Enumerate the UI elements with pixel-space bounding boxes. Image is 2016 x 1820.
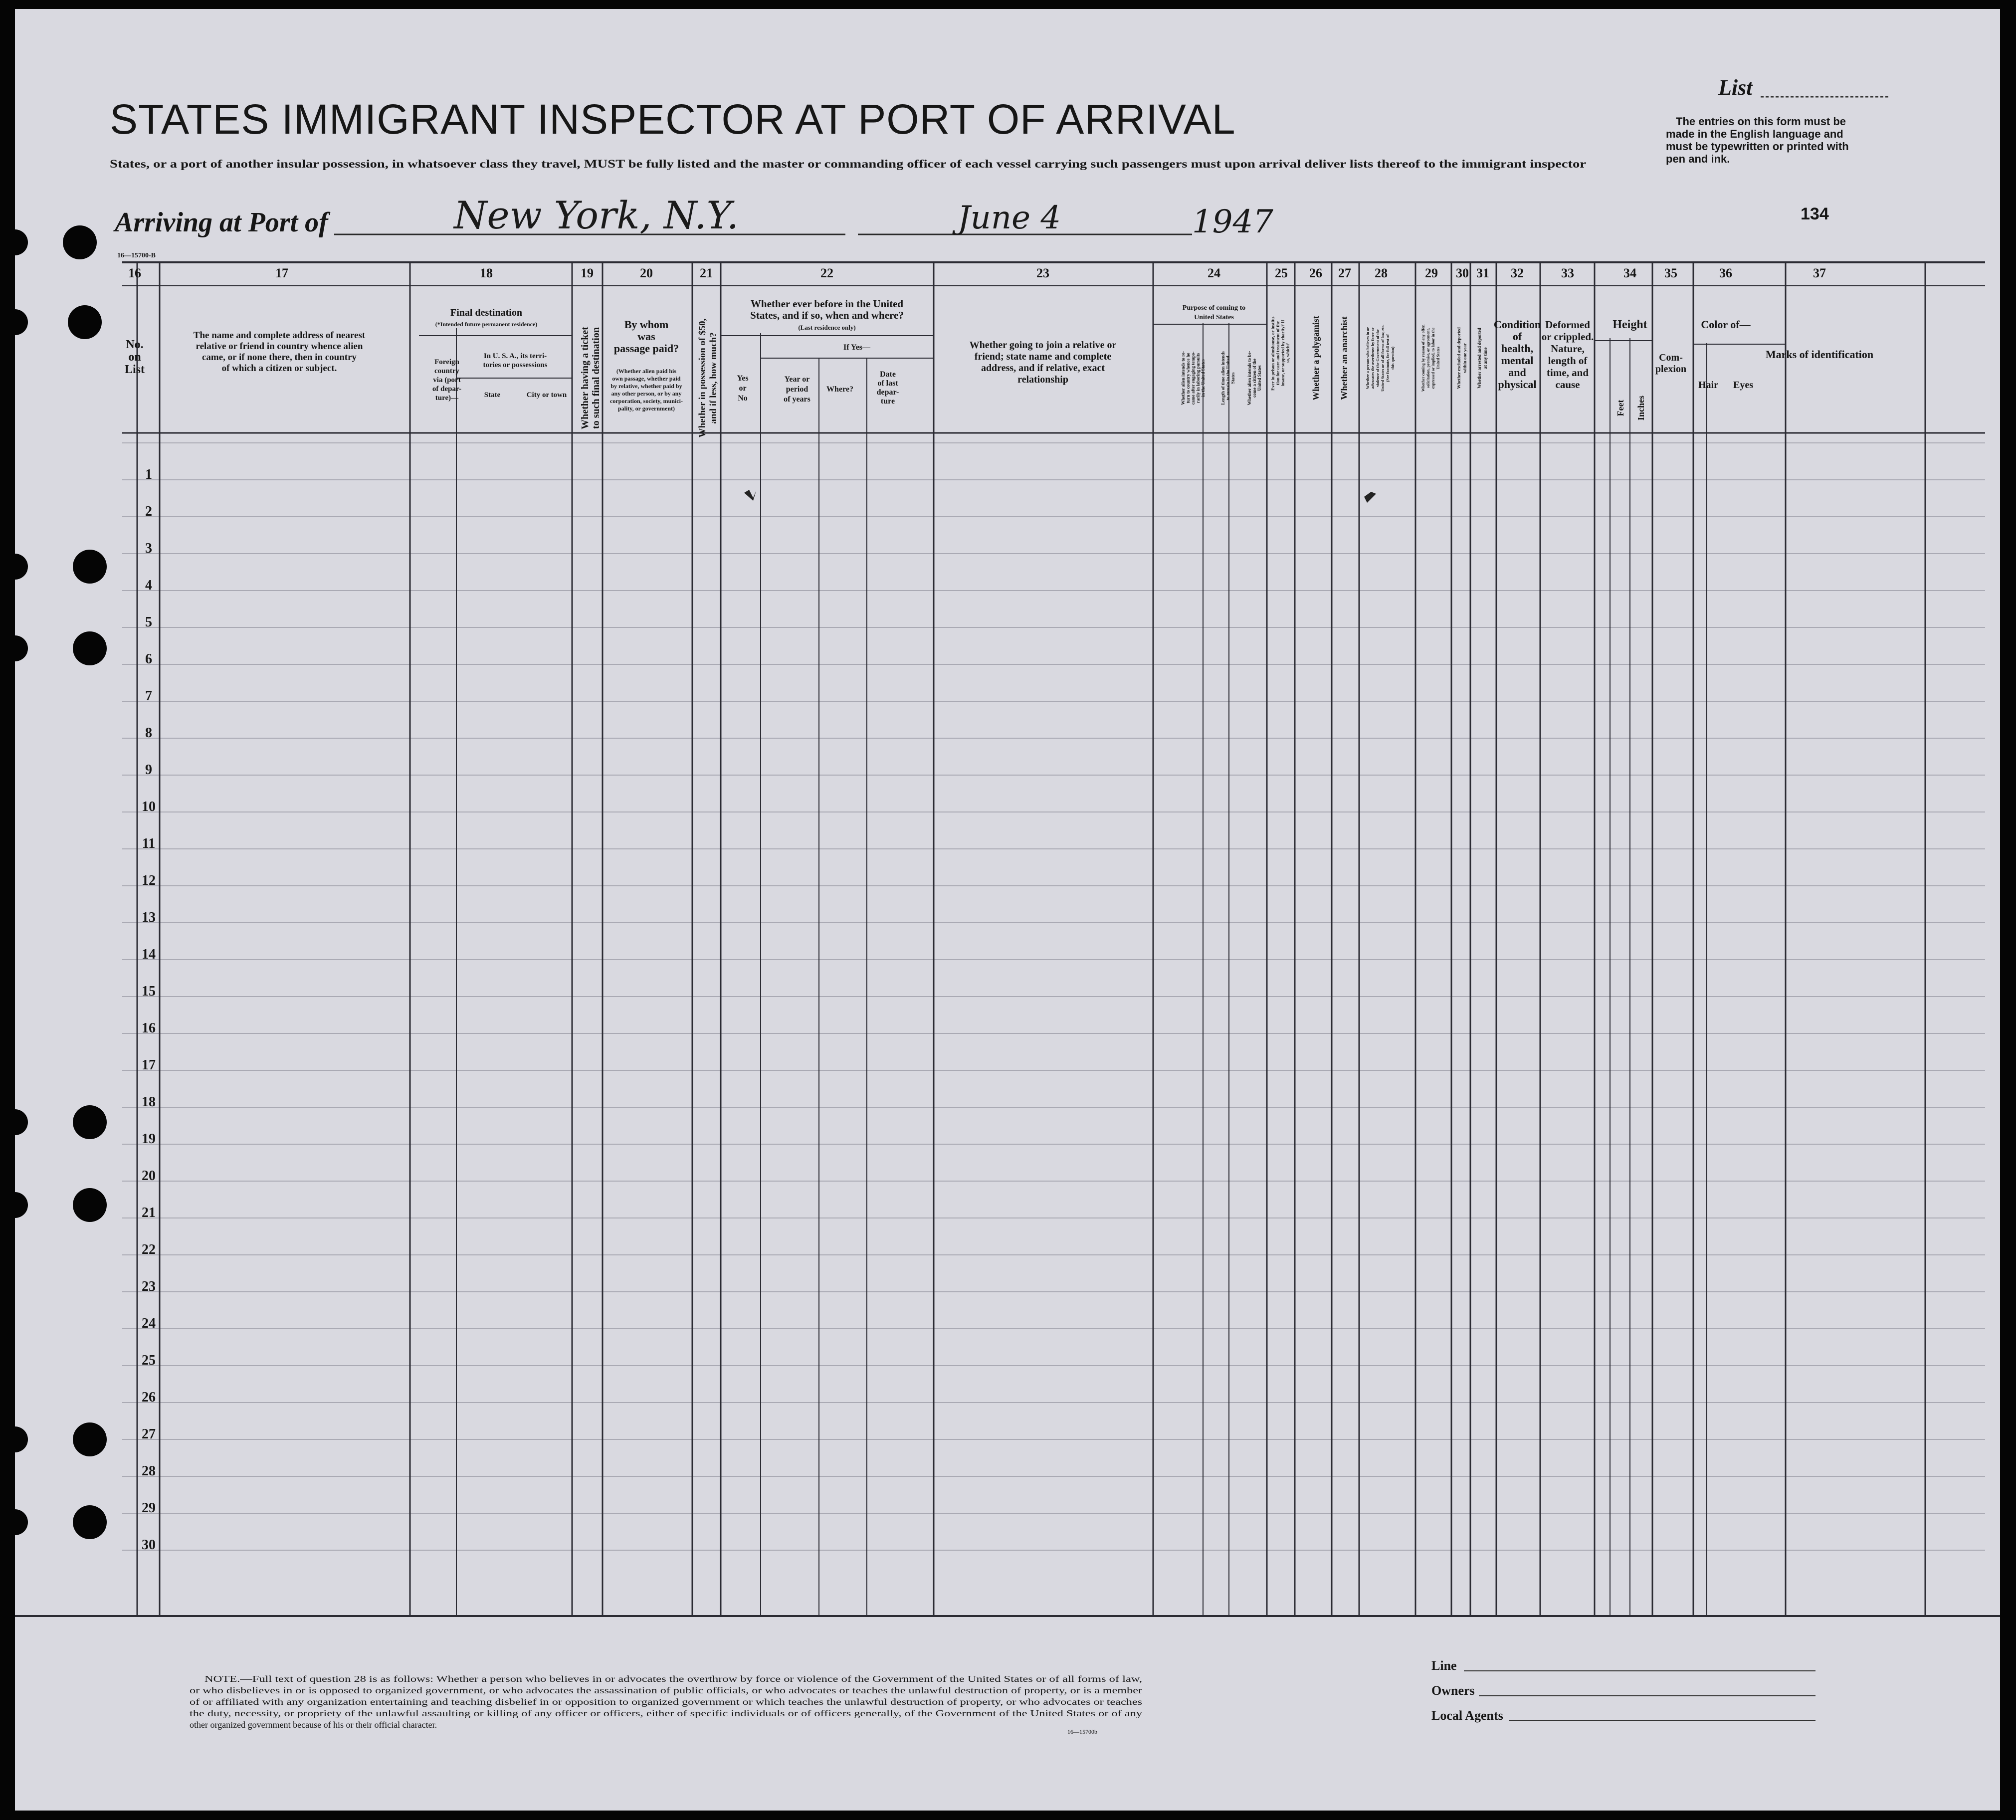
header-text: this question): [1391, 346, 1395, 370]
row-number: 5: [145, 614, 152, 630]
header-text: Nature,: [1551, 343, 1585, 355]
year-value: 1947: [1192, 203, 1273, 240]
date-value: June 4: [958, 200, 1061, 236]
subheader-text: Eyes: [1733, 380, 1753, 391]
line-label: Line: [1431, 1658, 1457, 1673]
column-number: 31: [1476, 266, 1489, 280]
punch-hole: [15, 309, 28, 335]
form-sheet: [15, 9, 2000, 1811]
subheader-text: to remain in the United: [1225, 356, 1230, 401]
header-text: United States or of all forms of law, etc.: [1381, 324, 1385, 392]
punch-hole: [73, 1105, 107, 1139]
header-text: passage paid?: [613, 342, 679, 355]
header-text: physical: [1498, 378, 1537, 391]
header-text: mental: [1501, 354, 1534, 367]
punch-hole: [15, 1192, 28, 1218]
footnote-line: the duty, necessity, or propriety of the unlawful assaulting or killing of any officer or officers, either of specific individuals or of officers generally, of the Government of the United States or of any: [190, 1708, 1142, 1718]
column-number: 34: [1623, 266, 1636, 280]
footnote-line: NOTE.—Full text of question 28 is as follows: Whether a person who believes in or advocates the overthrow by force or violence of the Government of the United States or of all forms of law,: [204, 1674, 1142, 1684]
footnote-line: of or affiliated with any organization entertaining and teaching disbelief in or opposition to organized government or which teaches the unlawful destruction of property, or who advocates or teaches: [190, 1697, 1142, 1707]
ruled-lines: [15, 262, 2000, 1616]
row-number: 26: [142, 1390, 156, 1405]
punch-hole: [73, 1188, 107, 1222]
subheader-text: of depar-: [432, 385, 462, 393]
row-number: 23: [142, 1279, 156, 1294]
punch-hole: [15, 229, 28, 255]
column-number: 27: [1338, 266, 1351, 280]
header-text: so, which?: [1285, 343, 1290, 364]
subheader-text: in the United States: [1201, 359, 1206, 397]
row-number: 29: [142, 1500, 156, 1516]
header-text: States, and if so, when and where?: [750, 309, 904, 321]
column-number: 18: [480, 266, 493, 280]
header-passage-paid: [610, 318, 683, 412]
row-number: 13: [142, 910, 156, 925]
subheader-text: tories or possessions: [483, 361, 548, 369]
subheader-text: Hair: [1698, 380, 1718, 391]
header-text: address, and if relative, exact: [981, 363, 1105, 374]
header-text: Marks of identification: [1765, 348, 1874, 361]
row-number: 25: [142, 1353, 156, 1368]
header-text: length of: [1548, 355, 1588, 367]
subheader-text: City or town: [526, 391, 567, 399]
subheader-text: depar-: [876, 388, 899, 397]
header-labor-offer: [1421, 325, 1440, 392]
column-number: 19: [581, 266, 594, 280]
footnote-form-code: 16—15700b: [1067, 1728, 1097, 1735]
header-text: within one year: [1462, 343, 1467, 373]
subheader-text: Yes: [737, 374, 749, 383]
row-number: 12: [142, 873, 156, 888]
header-text: (See footnote, for full text of: [1386, 334, 1390, 382]
column-number: 33: [1561, 266, 1574, 280]
column-number: 36: [1719, 266, 1732, 280]
row-number: 3: [145, 541, 152, 556]
punch-hole: [15, 635, 28, 661]
form-number: 16—15700-B: [117, 252, 156, 259]
row-number: 27: [142, 1426, 156, 1442]
header-text: Whether excluded and deported: [1456, 327, 1461, 389]
punch-hole: [15, 1109, 28, 1135]
header-ticket: [580, 327, 602, 429]
header-text: No.: [126, 338, 144, 351]
column-number: 25: [1275, 266, 1288, 280]
header-text: The name and complete address of nearest: [193, 330, 366, 341]
form-title: STATES IMMIGRANT INSPECTOR AT PORT OF ARRIVAL: [110, 96, 1236, 143]
header-before-in-us: [737, 298, 903, 405]
subheader-text: turn to country whence he: [1186, 353, 1191, 404]
header-text: Condition: [1493, 318, 1541, 331]
header-text: Deformed: [1545, 319, 1590, 331]
header-note: (Last residence only): [798, 324, 856, 331]
header-anarchist: [1339, 316, 1349, 400]
subheader-text: In U. S. A., its terri-: [483, 352, 547, 360]
punch-hole: [68, 305, 102, 339]
subheader-text: States: [1230, 372, 1235, 384]
row-number: 21: [142, 1205, 156, 1220]
header-text: Whether an anarchist: [1339, 316, 1349, 400]
punch-hole: [63, 225, 97, 259]
header-money: [697, 318, 719, 437]
header-text: was: [637, 330, 655, 343]
subheader-text: rarily in laboring pursuits: [1196, 353, 1201, 404]
instructions-block: [1666, 115, 1849, 165]
column-number: 20: [640, 266, 653, 280]
header-text: Whether ever before in the United: [750, 298, 904, 310]
agents-label: Local Agents: [1431, 1708, 1503, 1723]
header-text: violence of the Government of the: [1376, 329, 1380, 387]
header-text: Final destination: [450, 307, 522, 318]
header-text: expressed or implied, to labor in the: [1431, 327, 1435, 389]
subheader-text: ture: [880, 397, 895, 405]
header-text: cause: [1555, 379, 1580, 391]
header-overthrow: [1366, 325, 1395, 392]
punch-hole: [73, 550, 107, 584]
subheader-text: come a citizen of the: [1252, 359, 1257, 398]
header-note: own passage, whether paid: [612, 375, 681, 382]
header-text: By whom: [624, 318, 669, 331]
subheader-text: Feet: [1615, 400, 1625, 416]
subheader-text: Inches: [1636, 395, 1646, 421]
header-text: relative or friend in country whence alien: [196, 341, 363, 352]
subheader-text: of last: [877, 379, 898, 388]
row-number: 24: [142, 1316, 156, 1331]
subheader-text: ture)—: [435, 394, 459, 402]
row-number: 15: [142, 984, 156, 999]
subheader-text: Whether alien intends to re-: [1181, 351, 1186, 405]
subheader-text: or: [739, 384, 747, 393]
punch-hole: [73, 1422, 107, 1456]
list-label: List: [1718, 75, 1753, 100]
ink-check-mark: [744, 490, 756, 501]
page-number: 134: [1801, 204, 1829, 223]
header-text: and: [1508, 366, 1526, 379]
header-deformed: [1542, 319, 1594, 391]
subheader-text: Year or: [784, 375, 810, 384]
subheader-text: No: [738, 394, 748, 403]
row-numbers: [142, 467, 156, 1553]
header-text: time, and: [1547, 367, 1589, 379]
footnote: [190, 1674, 1142, 1735]
column-number: 37: [1813, 266, 1826, 280]
row-number: 10: [142, 799, 156, 814]
column-number: 16: [128, 266, 141, 280]
header-note: corporation, society, munici-: [610, 398, 683, 404]
column-number: 28: [1375, 266, 1388, 280]
arriving-label: Arriving at Port of: [115, 207, 328, 238]
header-text: of which a citizen or subject.: [221, 363, 337, 374]
header-join-relative: [970, 340, 1117, 385]
header-health: [1494, 318, 1541, 391]
header-excluded: [1456, 327, 1467, 389]
header-text: insane, or supported by charity? If: [1280, 320, 1285, 387]
row-number: 8: [145, 725, 152, 741]
column-number: 17: [275, 266, 288, 280]
punch-hole: [15, 1426, 28, 1452]
header-text: of: [1512, 330, 1522, 343]
instructions-line: must be typewritten or printed with: [1666, 140, 1849, 153]
column-number: 24: [1208, 266, 1220, 280]
subheader-text: State: [484, 391, 501, 399]
row-number: 11: [142, 836, 156, 851]
owners-label: Owners: [1431, 1683, 1475, 1698]
header-text: Whether a polygamist: [1311, 316, 1321, 401]
row-number: 18: [142, 1094, 156, 1110]
punch-hole: [15, 554, 28, 580]
header-text: United States: [1194, 314, 1234, 321]
header-text: on: [128, 351, 141, 364]
header-final-destination: [432, 307, 567, 402]
column-number: 29: [1425, 266, 1438, 280]
row-number: 17: [142, 1057, 156, 1073]
header-text: tion for care and treatment of the: [1275, 321, 1280, 385]
punch-hole: [73, 631, 107, 665]
subheader-text: of years: [784, 395, 810, 404]
header-text: relationship: [1017, 374, 1068, 385]
column-number: 26: [1309, 266, 1322, 280]
row-number: 28: [142, 1463, 156, 1479]
header-note: any other person, or by any: [611, 390, 682, 397]
header-note: (Whether alien paid his: [616, 368, 677, 375]
header-nearest-relative: [194, 330, 366, 374]
header-note: pality, or government): [617, 405, 675, 412]
header-text: Com-: [1659, 352, 1683, 363]
row-number: 7: [145, 688, 152, 704]
subheader-text: Whether alien intends to be-: [1247, 351, 1252, 405]
subheader-text: country: [434, 367, 459, 375]
header-text: Whether going to join a relative or: [969, 340, 1117, 351]
subheader-text: via (port: [433, 376, 461, 384]
column-number: 35: [1664, 266, 1677, 280]
binder-holes: [15, 225, 107, 1539]
column-number-row: [128, 266, 1826, 280]
header-text: plexion: [1655, 364, 1687, 375]
punch-hole: [73, 1505, 107, 1539]
header-text: Whether having a ticket: [580, 327, 591, 429]
instructions-line: pen and ink.: [1666, 153, 1730, 165]
row-number: 4: [145, 578, 152, 593]
header-text: Whether a person who believes in or: [1366, 327, 1370, 390]
row-number: 6: [145, 651, 152, 667]
row-number: 1: [145, 467, 152, 482]
header-marks: [1766, 348, 1873, 361]
header-arrested: [1477, 328, 1488, 388]
header-text: Ever in prison or almshouse, or institu-: [1270, 315, 1275, 391]
header-complexion: [1655, 352, 1686, 375]
header-text: advocates the overthrow by force or: [1371, 327, 1375, 389]
header-prison: [1270, 316, 1290, 391]
port-value: New York, N.Y.: [454, 193, 739, 237]
column-number: 21: [700, 266, 713, 280]
row-number: 30: [142, 1537, 156, 1553]
row-number: 14: [142, 947, 156, 962]
row-number: 22: [142, 1242, 156, 1257]
header-text: to such final destination: [591, 327, 602, 429]
header-no-on-list: [125, 338, 145, 376]
header-note: (*Intended future permanent residence): [435, 321, 538, 328]
row-number: 9: [145, 762, 152, 778]
manifest-form: [15, 9, 2000, 1811]
subheader-text: If Yes—: [843, 343, 871, 352]
signoff-block: [1431, 1658, 1815, 1723]
header-text: or crippled.: [1541, 331, 1594, 343]
header-text: came, or if none there, then in country: [202, 352, 357, 363]
row-number: 19: [142, 1131, 156, 1147]
footnote-line: or who disbelieves in or is opposed to organized government, or who advocates the assassination of public officials, or who advocates or teaches the unlawful destruction of property, or is a member: [190, 1685, 1142, 1695]
ink-check-mark: [1364, 492, 1376, 503]
subheader-text: period: [786, 385, 808, 394]
row-number: 20: [142, 1168, 156, 1184]
header-purpose: [1181, 304, 1262, 405]
header-text: Height: [1613, 318, 1647, 331]
instructions-line: made in the English language and: [1666, 128, 1843, 140]
header-text: friend; state name and complete: [974, 351, 1112, 362]
subheader-text: Length of time alien intends: [1220, 351, 1225, 405]
header-text: and if less, how much?: [708, 332, 719, 424]
header-text: solicitation, promise, or agreement,: [1426, 328, 1430, 388]
footnote-line: other organized government because of his or their official character.: [190, 1720, 437, 1730]
column-headers: [125, 266, 1873, 437]
column-number: 30: [1456, 266, 1469, 280]
header-text: Color of—: [1701, 318, 1751, 331]
header-text: Whether arrested and deported: [1477, 328, 1482, 389]
punch-hole: [15, 1509, 28, 1535]
header-text: health,: [1501, 342, 1534, 355]
subheader-text: United States: [1257, 365, 1262, 391]
header-text: United States: [1436, 347, 1440, 370]
form-subtitle: States, or a port of another insular possession, in whatsoever class they travel, MUST be fully listed and the master or commanding officer of each vessel carrying such passengers must upon arrival deliver lists thereof to the immigrant inspector: [110, 158, 1586, 170]
header-text: List: [124, 363, 145, 376]
instructions-line: The entries on this form must be: [1676, 115, 1846, 128]
header-text: at any time: [1483, 347, 1488, 369]
subheader-text: Foreign: [434, 358, 459, 366]
header-text: Whether coming by reason of any offer,: [1421, 324, 1425, 392]
row-number: 16: [142, 1020, 156, 1036]
column-number: 32: [1511, 266, 1524, 280]
header-text: Purpose of coming to: [1182, 304, 1246, 312]
header-note: by relative, whether paid by: [610, 383, 682, 390]
subheader-text: Where?: [826, 385, 853, 394]
row-number: 2: [145, 504, 152, 519]
subheader-text: came after engaging tempo-: [1191, 351, 1196, 405]
header-polygamist: [1311, 316, 1321, 401]
header-text: Whether in possession of $50,: [697, 318, 708, 438]
column-number: 23: [1036, 266, 1049, 280]
column-number: 22: [820, 266, 833, 280]
subheader-text: Date: [880, 370, 896, 379]
